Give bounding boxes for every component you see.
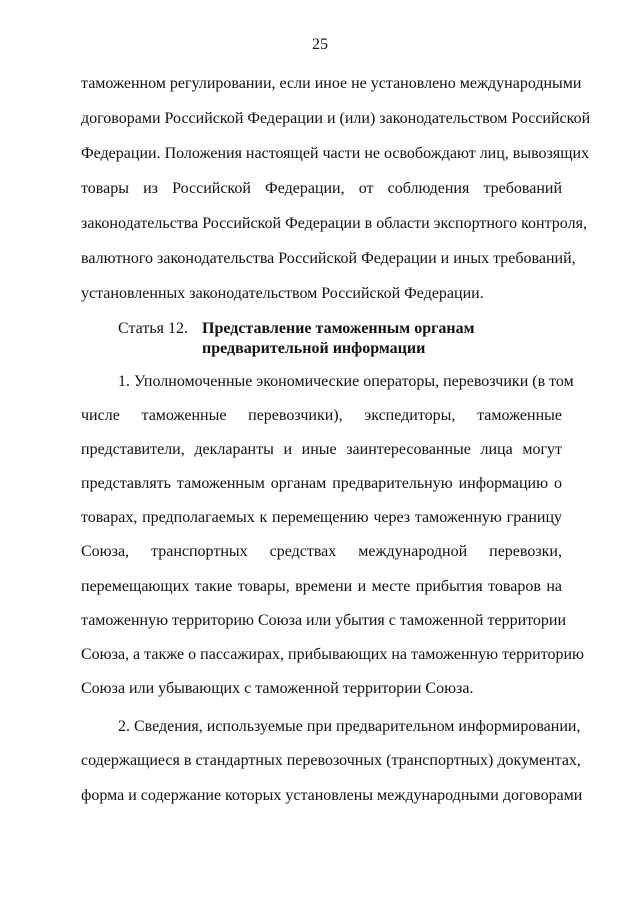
page-number: 25	[312, 36, 328, 53]
text-line: законодательства Российской Федерации в области экспортного контроля,	[81, 215, 587, 232]
text-line: установленных законодательством Российской Федерации.	[81, 285, 484, 302]
text-line: содержащиеся в стандартных перевозочных (транспортных) документах,	[81, 752, 581, 769]
text-line: Союза или убывающих с таможенной территории Союза.	[81, 680, 474, 697]
text-line: товары из Российской Федерации, от соблюдения требований	[81, 180, 562, 197]
text-line: Союза, а также о пассажирах, прибывающих на таможенную территорию	[81, 646, 584, 663]
article-title	[202, 319, 474, 359]
text-line: перемещающих такие товары, времени и месте прибытия товаров на	[81, 578, 562, 595]
text-line: представлять таможенным органам предварительную информацию о	[81, 475, 562, 492]
article-title-line: предварительной информации	[202, 340, 426, 357]
text-line: 1. Уполномоченные экономические операторы, перевозчики (в том	[118, 373, 574, 390]
text-line: форма и содержание которых установлены международными договорами	[81, 787, 583, 804]
text-line: таможенную территорию Союза или убытия с таможенной территории	[81, 612, 567, 629]
text-line: товарах, предполагаемых к перемещению через таможенную границу	[81, 509, 562, 526]
text-line: числе таможенные перевозчики), экспедиторы, таможенные	[81, 407, 562, 424]
article-number: Статья 12.	[118, 320, 188, 337]
text-line: 2. Сведения, используемые при предварительном информировании,	[118, 718, 581, 735]
text-line: Союза, транспортных средствах международной перевозки,	[81, 543, 562, 560]
article-title-line: Представление таможенным органам	[202, 320, 475, 337]
text-line: договорами Российской Федерации и (или) законодательством Российской	[81, 110, 591, 127]
text-line: валютного законодательства Российской Федерации и иных требований,	[81, 250, 576, 267]
text-line: представители, декларанты и иные заинтересованные лица могут	[81, 441, 562, 458]
text-line: таможенном регулировании, если иное не установлено международными	[81, 75, 582, 92]
text-line: Федерации. Положения настоящей части не освобождают лиц, вывозящих	[81, 145, 590, 162]
